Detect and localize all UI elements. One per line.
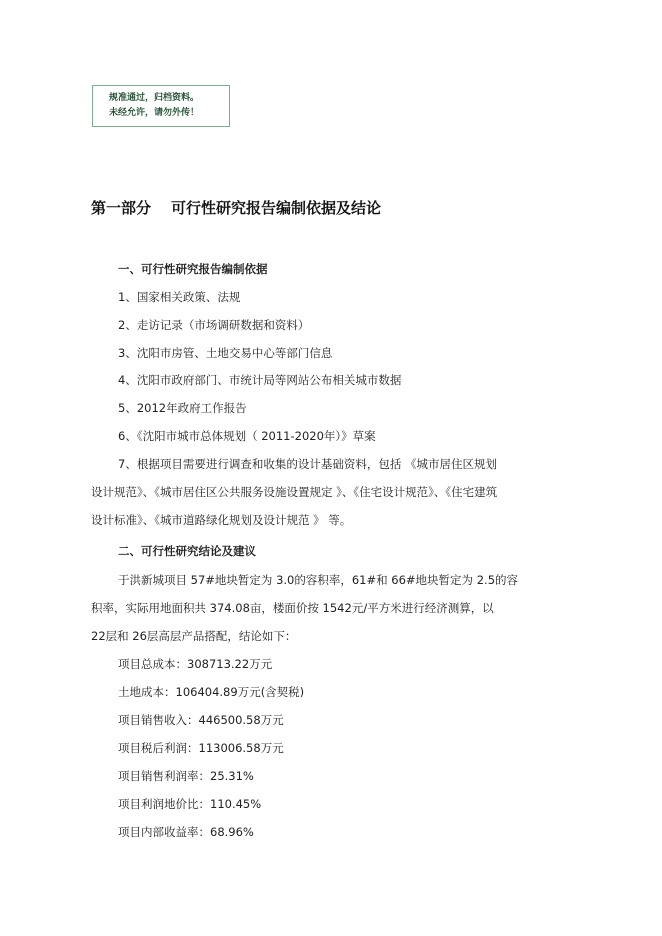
basis-item-2: 2、走访记录（市场调研数据和资料） — [118, 318, 310, 332]
conclusion-para-line-2: 积率，实际用地面积共 374.08亩，楼面价按 1542元/平方米进行经济测算，以 — [91, 601, 494, 615]
approval-stamp — [92, 85, 230, 127]
part-title-text: 可行性研究报告编制依据及结论 — [171, 199, 382, 217]
basis-item-7-line-3: 设计标准》、《城市道路绿化规划及设计规范 》 等。 — [91, 513, 352, 527]
conclusion-para-line-1: 于洪新城项目 57#地块暂定为 3.0的容积率，61#和 66#地块暂定为 2.5的容 — [118, 573, 519, 587]
result-irr: 项目内部收益率：68.96% — [118, 825, 254, 839]
stamp-line-2: 未经允许，请勿外传！ — [109, 108, 200, 118]
conclusion-para-line-3: 22层和 26层高层产品搭配，结论如下： — [91, 629, 297, 643]
basis-item-3: 3、沈阳市房管、土地交易中心等部门信息 — [118, 346, 333, 360]
part-title — [91, 197, 401, 218]
section1-heading: 一、可行性研究报告编制依据 — [118, 262, 268, 276]
part-number: 第一部分 — [91, 199, 152, 217]
result-sales-revenue: 项目销售收入：446500.58万元 — [118, 713, 284, 727]
basis-item-5: 5、2012年政府工作报告 — [118, 401, 247, 415]
stamp-line-1: 规准通过，归档资料。 — [109, 93, 200, 103]
result-total-cost: 项目总成本：308713.22万元 — [118, 657, 273, 671]
basis-item-1: 1、国家相关政策、法规 — [118, 290, 241, 304]
basis-item-6: 6、《沈阳市城市总体规划（ 2011-2020年）》草案 — [118, 429, 376, 443]
result-land-cost: 土地成本：106404.89万元(含契税) — [118, 685, 305, 699]
result-sales-profit-rate: 项目销售利润率：25.31% — [118, 769, 254, 783]
basis-item-4: 4、沈阳市政府部门、市统计局等网站公布相关城市数据 — [118, 373, 402, 387]
basis-item-7-line-1: 7、根据项目需要进行调查和收集的设计基础资料，包括 《城市居住区规划 — [118, 457, 497, 471]
section2-heading: 二、可行性研究结论及建议 — [118, 544, 256, 558]
result-profit-land-ratio: 项目利润地价比：110.45% — [118, 797, 262, 811]
basis-item-7-line-2: 设计规范》、《城市居住区公共服务设施设置规定 》、《住宅设计规范》、《住宅建筑 — [91, 485, 498, 499]
result-after-tax-profit: 项目税后利润：113006.58万元 — [118, 741, 284, 755]
